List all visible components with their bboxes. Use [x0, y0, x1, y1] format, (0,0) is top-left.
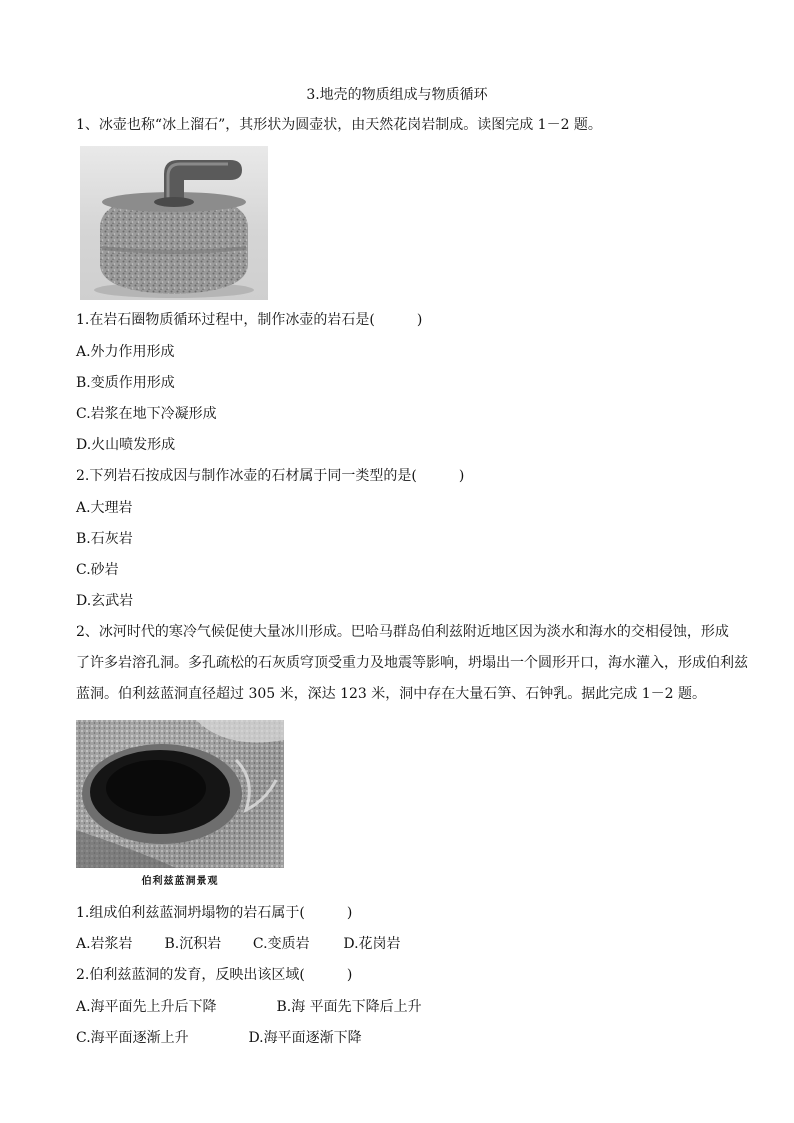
- s2-q1-options: [76, 934, 401, 954]
- s1-q1-stem: 1.在岩石圈物质循环过程中，制作冰壶的岩石是( ): [76, 312, 423, 328]
- s1-q2-stem: 2.下列岩石按成因与制作冰壶的石材属于同一类型的是( ): [76, 468, 465, 484]
- s2-q1-stem: 1.组成伯利兹蓝洞坍塌物的岩石属于( ): [76, 905, 353, 921]
- section1-intro: 1、冰壶也称“冰上溜石”，其形状为圆壶状，由天然花岗岩制成。读图完成 1－2 题。: [76, 117, 602, 133]
- section2-intro-line-1: 2、冰河时代的寒冷气候促使大量冰川形成。巴哈马群岛伯利兹附近地区因为淡水和海水的交相侵蚀，形成: [76, 624, 729, 640]
- page-title: 3.地壳的物质组成与物质循环: [306, 87, 488, 103]
- blue-hole-caption: 伯利兹蓝洞景观: [141, 876, 219, 887]
- s2-q1-option-b: B.沉积岩: [164, 936, 222, 952]
- s2-q2-option-d: D.海平面逐渐下降: [248, 1030, 362, 1046]
- s2-q2-option-c: C.海平面逐渐上升: [76, 1030, 189, 1046]
- s2-q1-option-d: D.花岗岩: [343, 936, 401, 952]
- s2-q2-option-b: B.海 平面先下降后上升: [276, 999, 422, 1015]
- section2-intro-line-2: 了许多岩溶孔洞。多孔疏松的石灰质穹顶受重力及地震等影响，坍塌出一个圆形开口，海水灌入，形成伯利兹: [76, 655, 748, 671]
- s2-q2-option-a: A.海平面先上升后下降: [76, 999, 217, 1015]
- s1-q1-option-c: C.岩浆在地下冷凝形成: [76, 406, 217, 422]
- curling-stone-illustration: [80, 146, 268, 300]
- s2-q2-options-row-1: [76, 997, 422, 1017]
- s1-q1-option-b: B.变质作用形成: [76, 375, 175, 391]
- curling-stone-image: [80, 146, 268, 300]
- blue-hole-illustration: [76, 720, 284, 868]
- section2-intro-line-3: 蓝洞。伯利兹蓝洞直径超过 305 米，深达 123 米，洞中存在大量石笋、石钟乳。据此完成 1－2 题。: [76, 686, 706, 702]
- s1-q2-option-b: B.石灰岩: [76, 531, 133, 547]
- blue-hole-image: [76, 720, 284, 868]
- s2-q2-stem: 2.伯利兹蓝洞的发育，反映出该区域( ): [76, 967, 353, 983]
- s1-q1-option-a: A.外力作用形成: [76, 344, 175, 360]
- s2-q2-options-row-2: [76, 1028, 362, 1048]
- s1-q2-option-d: D.玄武岩: [76, 593, 134, 609]
- s1-q2-option-a: A.大理岩: [76, 500, 133, 516]
- s2-q1-option-c: C.变质岩: [252, 936, 310, 952]
- s1-q2-option-c: C.砂岩: [76, 562, 119, 578]
- s2-q1-option-a: A.岩浆岩: [76, 936, 133, 952]
- s1-q1-option-d: D.火山喷发形成: [76, 437, 176, 453]
